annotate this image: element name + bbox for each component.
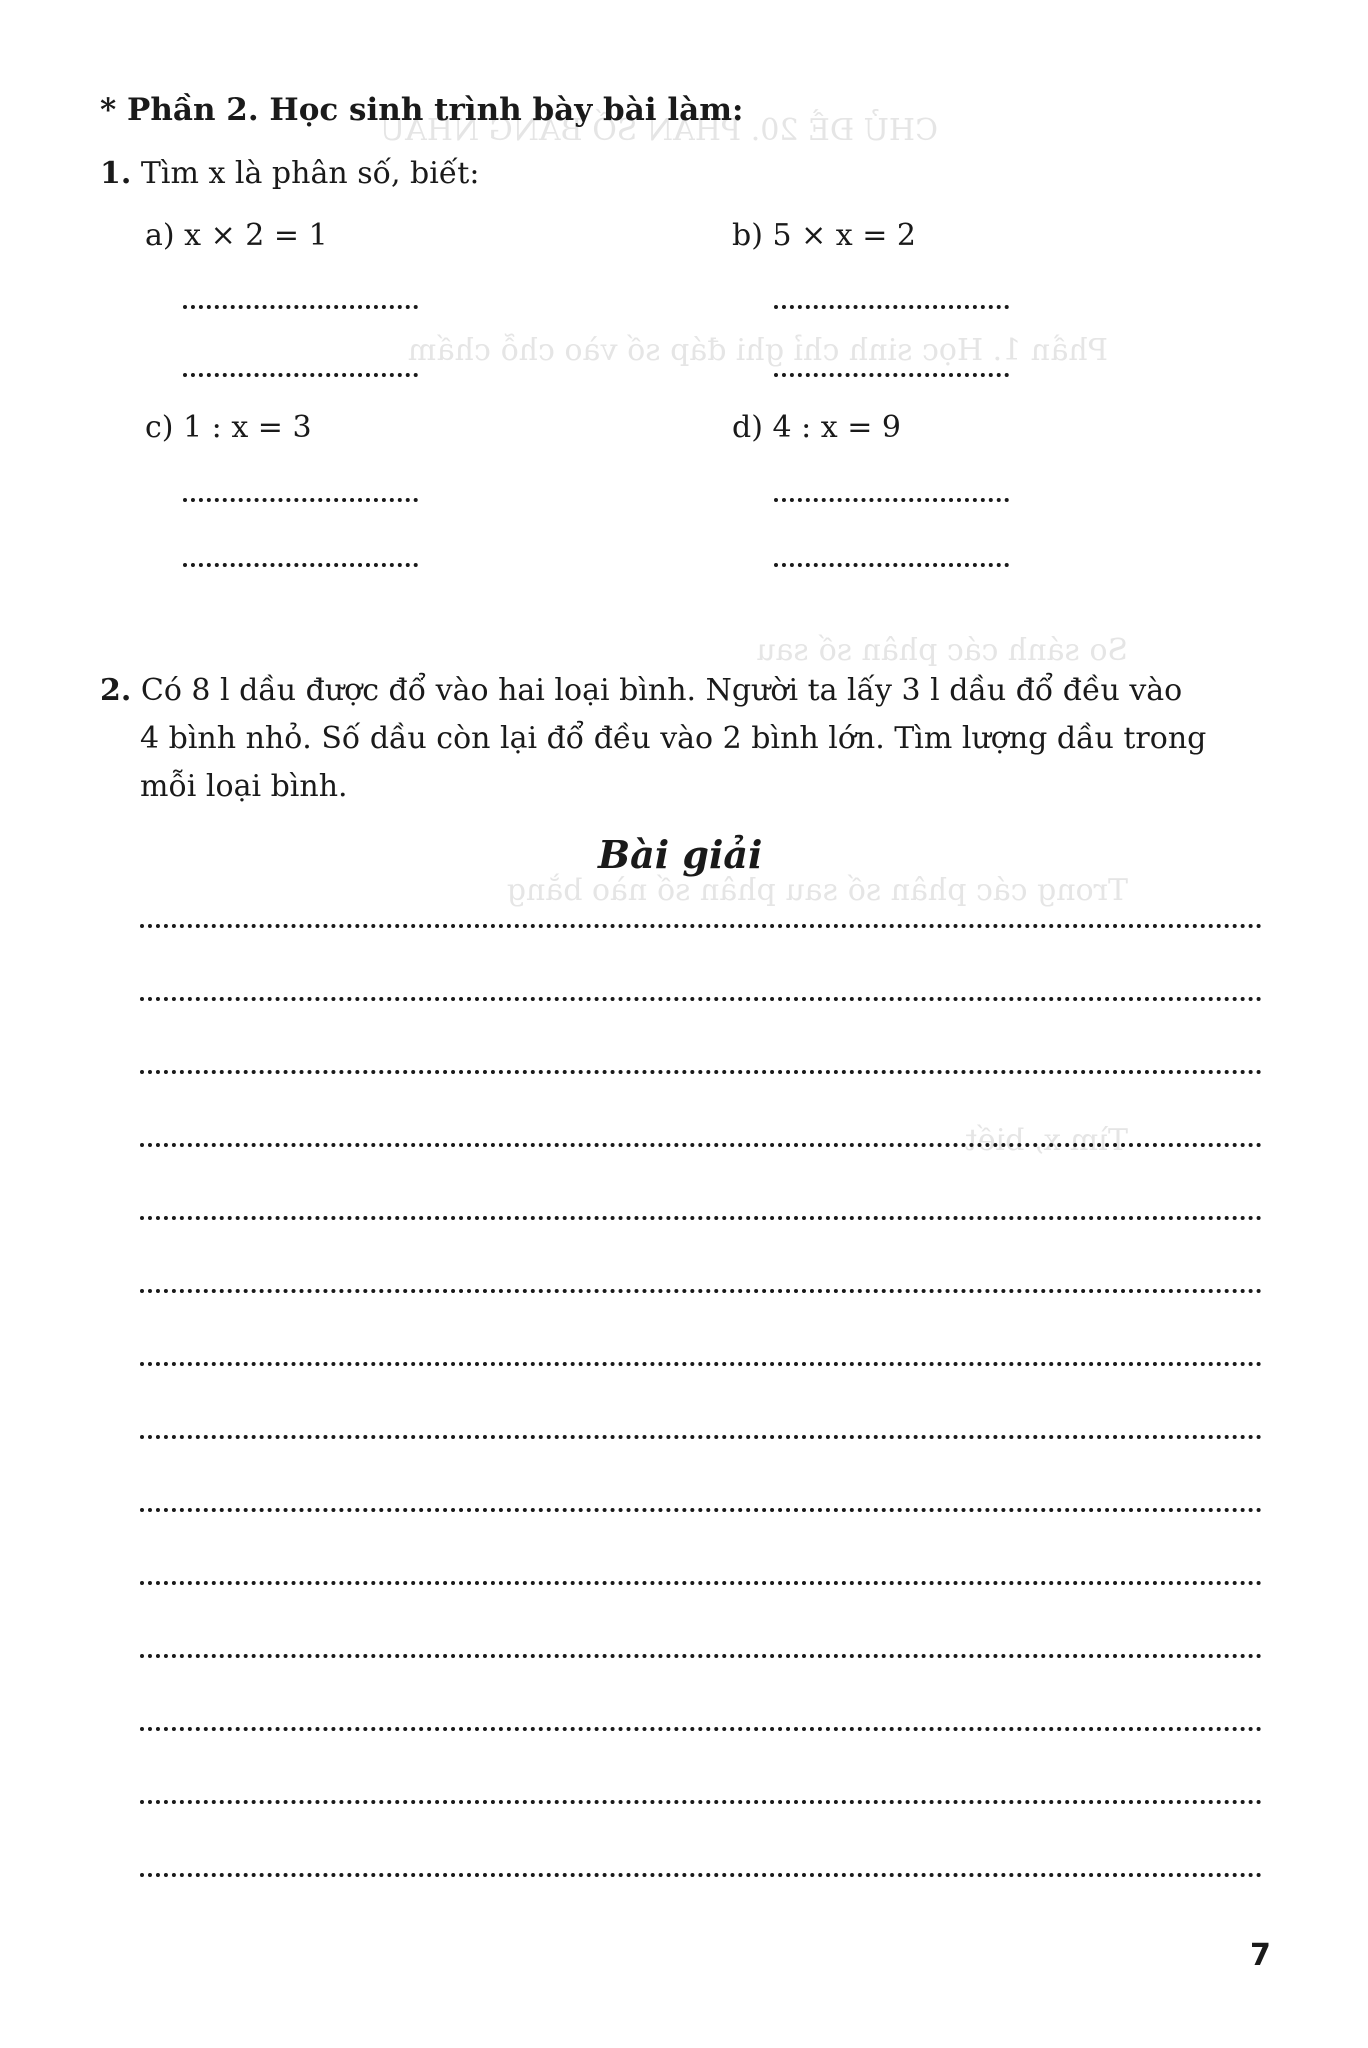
answer-line-a-1[interactable]: [183, 305, 418, 309]
svg-text:CHỦ ĐỀ 20. PHÂN SỐ BẰNG NHAU: CHỦ ĐỀ 20. PHÂN SỐ BẰNG NHAU: [379, 113, 938, 148]
answer-line-d-1[interactable]: [774, 498, 1009, 502]
solution-line-11[interactable]: [140, 1654, 1262, 1658]
exercise-d: [732, 410, 901, 445]
svg-text:So sánh các phân số sau: So sánh các phân số sau: [756, 633, 1128, 668]
exercise-a: [145, 218, 328, 253]
answer-line-c-1[interactable]: [183, 498, 418, 502]
solution-title: Bài giải: [598, 832, 763, 877]
exercise-c-equation: 1 : x = 3: [183, 410, 312, 445]
exercise-c-label: c): [145, 410, 174, 445]
exercise-b: [732, 218, 916, 253]
svg-text:Trong các phân số sau phân số: Trong các phân số sau phân số nào bằng: [506, 873, 1128, 908]
exercise-b-label: b): [732, 218, 763, 253]
solution-line-8[interactable]: [140, 1435, 1262, 1439]
svg-text:Tìm x, biết: Tìm x, biết: [965, 1123, 1128, 1158]
answer-line-c-2[interactable]: [183, 563, 418, 567]
solution-line-2[interactable]: [140, 997, 1262, 1001]
part-heading: * Phần 2. Học sinh trình bày bài làm:: [100, 92, 744, 128]
question-2-line-1-text: Có 8 l dầu được đổ vào hai loại bình. Người ta lấy 3 l dầu đổ đều vào: [140, 673, 1183, 708]
answer-line-d-2[interactable]: [774, 563, 1009, 567]
solution-line-5[interactable]: [140, 1216, 1262, 1220]
exercise-d-equation: 4 : x = 9: [772, 410, 901, 445]
question-2-line-1: [100, 667, 1290, 715]
solution-line-14[interactable]: [140, 1873, 1262, 1877]
solution-line-1[interactable]: [140, 924, 1262, 928]
question-1-prompt: Tìm x là phân số, biết:: [140, 156, 480, 191]
svg-text:Phần 1. Học sinh chỉ ghi đáp s: Phần 1. Học sinh chỉ ghi đáp số vào chỗ chấm: [407, 333, 1108, 368]
solution-line-7[interactable]: [140, 1362, 1262, 1366]
solution-line-3[interactable]: [140, 1070, 1262, 1074]
answer-line-b-2[interactable]: [774, 373, 1009, 377]
answer-line-b-1[interactable]: [774, 305, 1009, 309]
exercise-b-equation: 5 × x = 2: [772, 218, 916, 253]
question-2: [100, 667, 1290, 811]
exercise-c: [145, 410, 312, 445]
solution-line-10[interactable]: [140, 1581, 1262, 1585]
solution-line-13[interactable]: [140, 1800, 1262, 1804]
solution-line-6[interactable]: [140, 1289, 1262, 1293]
exercise-a-label: a): [145, 218, 175, 253]
question-1: [100, 156, 479, 191]
exercise-a-equation: x × 2 = 1: [184, 218, 328, 253]
solution-line-9[interactable]: [140, 1508, 1262, 1512]
question-2-line-2: 4 bình nhỏ. Số dầu còn lại đổ đều vào 2 bình lớn. Tìm lượng dầu trong: [140, 721, 1207, 756]
question-2-line-3: mỗi loại bình.: [140, 769, 348, 804]
page-number: 7: [1250, 1938, 1271, 1973]
question-2-number: 2.: [100, 673, 132, 708]
question-1-number: 1.: [100, 156, 132, 191]
exercise-d-label: d): [732, 410, 763, 445]
solution-line-12[interactable]: [140, 1727, 1262, 1731]
answer-line-a-2[interactable]: [183, 373, 418, 377]
solution-line-4[interactable]: [140, 1143, 1262, 1147]
